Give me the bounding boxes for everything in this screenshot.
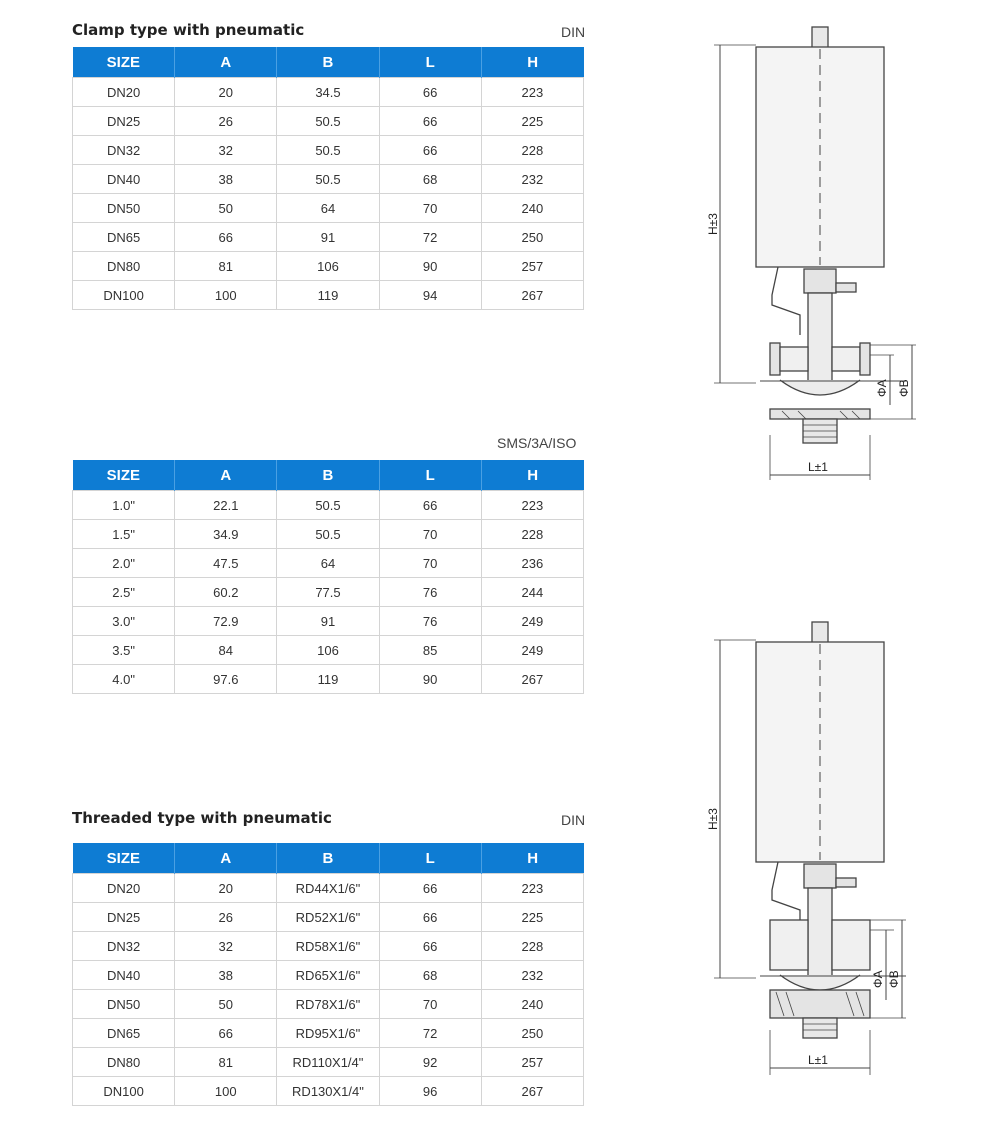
table-cell: 106: [277, 252, 379, 281]
table-cell: 244: [481, 578, 583, 607]
table-cell: 119: [277, 665, 379, 694]
clamp-dia-a-label: ΦA: [875, 379, 889, 397]
table-cell: 223: [481, 491, 583, 520]
table-cell: RD78X1/6": [277, 990, 379, 1019]
table-row: [73, 665, 584, 694]
table-cell: 225: [481, 903, 583, 932]
table-cell: 66: [379, 874, 481, 903]
clamp-valve-drawing: [700, 25, 930, 485]
sms-standard-label: SMS/3A/ISO: [497, 435, 577, 451]
table-cell: 97.6: [175, 665, 277, 694]
table-cell: 3.5": [73, 636, 175, 665]
table-cell: 249: [481, 607, 583, 636]
table-cell: 32: [175, 932, 277, 961]
table-cell: 81: [175, 1048, 277, 1077]
table-cell: 223: [481, 874, 583, 903]
column-header: B: [277, 460, 379, 491]
table-cell: 32: [175, 136, 277, 165]
table-cell: 85: [379, 636, 481, 665]
table-cell: 50.5: [277, 107, 379, 136]
table-cell: 232: [481, 961, 583, 990]
table-row: [73, 107, 584, 136]
table-cell: DN100: [73, 281, 175, 310]
table-cell: 1.0": [73, 491, 175, 520]
table-cell: 232: [481, 165, 583, 194]
table-cell: 81: [175, 252, 277, 281]
clamp-length-dim-label: L±1: [808, 460, 828, 474]
column-header: SIZE: [73, 843, 175, 874]
table-cell: 68: [379, 961, 481, 990]
table-cell: DN65: [73, 1019, 175, 1048]
clamp-section-title: Clamp type with pneumatic: [72, 21, 305, 39]
table-cell: 90: [379, 252, 481, 281]
table-cell: 70: [379, 990, 481, 1019]
table-cell: 257: [481, 252, 583, 281]
table-cell: 66: [379, 932, 481, 961]
table-cell: 100: [175, 281, 277, 310]
table-cell: 100: [175, 1077, 277, 1106]
column-header: L: [379, 843, 481, 874]
table-cell: DN20: [73, 874, 175, 903]
table-cell: 66: [175, 1019, 277, 1048]
threaded-standard-label: DIN: [561, 812, 586, 828]
table-cell: DN25: [73, 107, 175, 136]
table-cell: 66: [379, 903, 481, 932]
table-cell: DN100: [73, 1077, 175, 1106]
clamp-standard-label: DIN: [561, 24, 586, 40]
column-header: L: [379, 47, 481, 78]
threaded-length-dim-label: L±1: [808, 1053, 828, 1067]
table-cell: RD44X1/6": [277, 874, 379, 903]
table-cell: 47.5: [175, 549, 277, 578]
table-cell: 38: [175, 961, 277, 990]
table-cell: 119: [277, 281, 379, 310]
threaded-dia-a-label: ΦA: [871, 970, 885, 988]
table-row: [73, 874, 584, 903]
threaded-dia-b-label: ΦB: [887, 970, 901, 988]
table-cell: DN80: [73, 252, 175, 281]
table-cell: 249: [481, 636, 583, 665]
table-cell: 50: [175, 194, 277, 223]
column-header: SIZE: [73, 460, 175, 491]
clamp-height-dim-label: H±3: [706, 213, 720, 235]
table-row: [73, 932, 584, 961]
table-cell: RD52X1/6": [277, 903, 379, 932]
sms-spec-table: [72, 460, 584, 694]
table-cell: DN32: [73, 932, 175, 961]
table-cell: 34.5: [277, 78, 379, 107]
table-cell: 236: [481, 549, 583, 578]
table-cell: RD95X1/6": [277, 1019, 379, 1048]
threaded-section-title: Threaded type with pneumatic: [72, 809, 332, 827]
table-cell: 66: [175, 223, 277, 252]
table-row: [73, 165, 584, 194]
table-cell: 64: [277, 549, 379, 578]
table-cell: 84: [175, 636, 277, 665]
table-cell: 240: [481, 990, 583, 1019]
table-row: [73, 136, 584, 165]
column-header: B: [277, 843, 379, 874]
table-cell: 240: [481, 194, 583, 223]
clamp-spec-table: [72, 47, 584, 310]
table-cell: 2.5": [73, 578, 175, 607]
table-cell: 34.9: [175, 520, 277, 549]
table-cell: DN40: [73, 165, 175, 194]
threaded-spec-table: [72, 843, 584, 1106]
column-header: SIZE: [73, 47, 175, 78]
table-cell: 228: [481, 932, 583, 961]
table-cell: 72: [379, 223, 481, 252]
table-cell: 50.5: [277, 165, 379, 194]
table-cell: 250: [481, 223, 583, 252]
table-header-row: [73, 47, 584, 78]
table-cell: 267: [481, 665, 583, 694]
table-cell: DN50: [73, 194, 175, 223]
table-cell: RD130X1/4": [277, 1077, 379, 1106]
table-cell: 50.5: [277, 491, 379, 520]
table-cell: 76: [379, 578, 481, 607]
column-header: H: [481, 47, 583, 78]
table-cell: RD110X1/4": [277, 1048, 379, 1077]
table-cell: 4.0": [73, 665, 175, 694]
table-cell: 90: [379, 665, 481, 694]
table-cell: 77.5: [277, 578, 379, 607]
table-cell: RD58X1/6": [277, 932, 379, 961]
table-cell: 72: [379, 1019, 481, 1048]
table-cell: RD65X1/6": [277, 961, 379, 990]
table-cell: 91: [277, 223, 379, 252]
table-cell: 66: [379, 491, 481, 520]
table-cell: 94: [379, 281, 481, 310]
table-cell: 66: [379, 107, 481, 136]
table-header-row: [73, 460, 584, 491]
column-header: H: [481, 843, 583, 874]
table-cell: 70: [379, 549, 481, 578]
table-row: [73, 78, 584, 107]
column-header: H: [481, 460, 583, 491]
threaded-height-dim-label: H±3: [706, 808, 720, 830]
table-row: [73, 903, 584, 932]
table-cell: 38: [175, 165, 277, 194]
table-row: [73, 990, 584, 1019]
threaded-valve-drawing: [700, 620, 930, 1080]
table-cell: DN32: [73, 136, 175, 165]
table-cell: 76: [379, 607, 481, 636]
table-cell: DN50: [73, 990, 175, 1019]
table-cell: 68: [379, 165, 481, 194]
table-cell: 1.5": [73, 520, 175, 549]
table-row: [73, 520, 584, 549]
table-cell: 91: [277, 607, 379, 636]
column-header: A: [175, 460, 277, 491]
table-cell: DN80: [73, 1048, 175, 1077]
table-cell: 223: [481, 78, 583, 107]
table-cell: 267: [481, 1077, 583, 1106]
table-header-row: [73, 843, 584, 874]
column-header: L: [379, 460, 481, 491]
table-row: [73, 961, 584, 990]
table-cell: 22.1: [175, 491, 277, 520]
table-cell: 228: [481, 136, 583, 165]
table-cell: 72.9: [175, 607, 277, 636]
table-cell: 70: [379, 520, 481, 549]
table-cell: 106: [277, 636, 379, 665]
table-cell: 70: [379, 194, 481, 223]
table-cell: 60.2: [175, 578, 277, 607]
table-cell: 250: [481, 1019, 583, 1048]
column-header: B: [277, 47, 379, 78]
table-cell: 26: [175, 903, 277, 932]
table-row: [73, 578, 584, 607]
table-row: [73, 1048, 584, 1077]
table-cell: DN40: [73, 961, 175, 990]
table-cell: 267: [481, 281, 583, 310]
table-cell: 66: [379, 78, 481, 107]
table-cell: 225: [481, 107, 583, 136]
table-row: [73, 491, 584, 520]
table-cell: 2.0": [73, 549, 175, 578]
table-row: [73, 194, 584, 223]
table-cell: 96: [379, 1077, 481, 1106]
table-cell: 3.0": [73, 607, 175, 636]
table-row: [73, 252, 584, 281]
table-cell: DN20: [73, 78, 175, 107]
table-row: [73, 223, 584, 252]
clamp-dia-b-label: ΦB: [897, 379, 911, 397]
table-cell: 50.5: [277, 520, 379, 549]
table-cell: 26: [175, 107, 277, 136]
table-row: [73, 607, 584, 636]
column-header: A: [175, 47, 277, 78]
table-cell: 257: [481, 1048, 583, 1077]
table-cell: DN65: [73, 223, 175, 252]
column-header: A: [175, 843, 277, 874]
table-cell: 64: [277, 194, 379, 223]
table-cell: 20: [175, 78, 277, 107]
table-cell: 50.5: [277, 136, 379, 165]
table-cell: 50: [175, 990, 277, 1019]
table-cell: DN25: [73, 903, 175, 932]
table-cell: 228: [481, 520, 583, 549]
table-row: [73, 281, 584, 310]
table-row: [73, 636, 584, 665]
table-row: [73, 1077, 584, 1106]
table-cell: 66: [379, 136, 481, 165]
table-cell: 92: [379, 1048, 481, 1077]
table-row: [73, 1019, 584, 1048]
table-row: [73, 549, 584, 578]
table-cell: 20: [175, 874, 277, 903]
